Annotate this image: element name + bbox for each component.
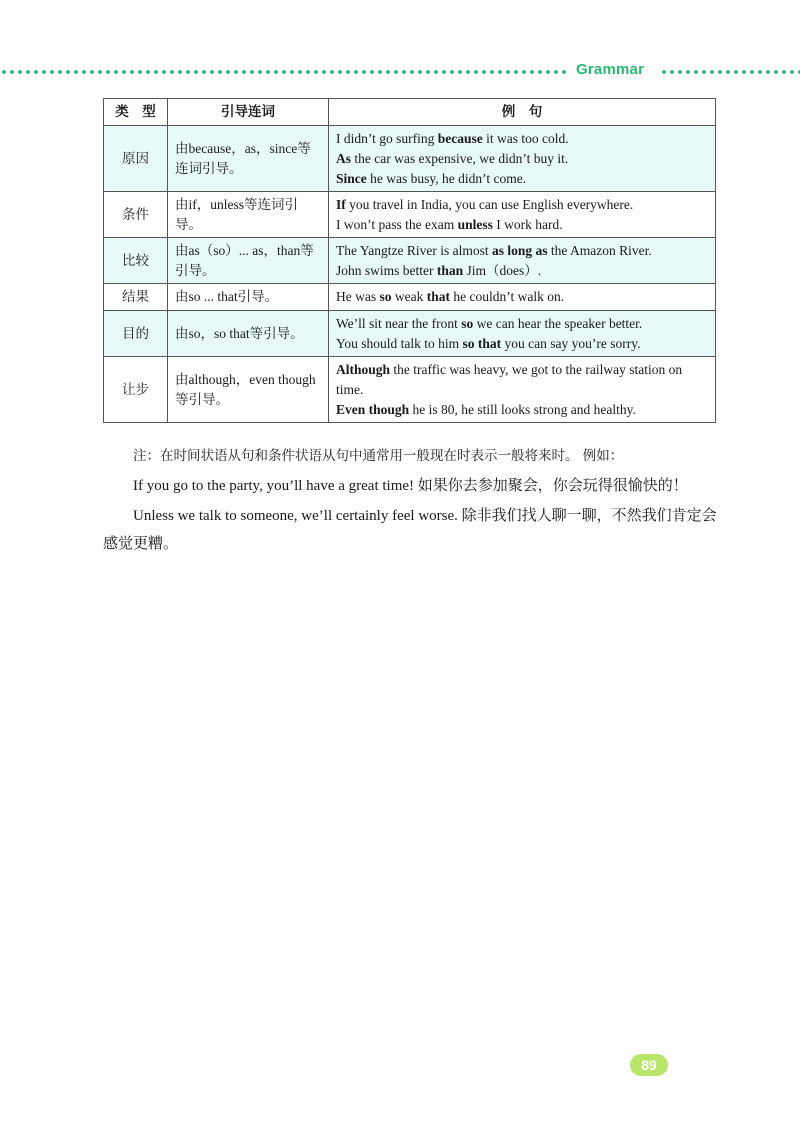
example-sentence	[336, 129, 708, 149]
keyword: Since	[336, 170, 367, 186]
section-title: Grammar	[576, 61, 645, 78]
keyword: unless	[457, 216, 493, 232]
table-row	[104, 238, 716, 284]
table-header-row	[104, 99, 716, 126]
example-sentence	[336, 314, 708, 334]
keyword: Even though	[336, 401, 410, 417]
example-sentence	[336, 215, 708, 235]
page-number: 89	[630, 1054, 668, 1076]
example-sentence	[336, 261, 708, 281]
clause-type: 条件	[104, 192, 168, 238]
table-row	[104, 284, 716, 311]
example-sentence-1: If you go to the party, you’ll have a great time! 如果你去参加聚会，你会玩得很愉快的！	[133, 478, 688, 494]
sentence-text: he couldn’t walk on.	[450, 289, 565, 304]
example-sentences	[329, 192, 716, 238]
sentence-text: You should talk to him	[336, 335, 463, 351]
clause-type: 原因	[104, 126, 168, 192]
example-sentence	[336, 287, 708, 307]
conjunction-description: 由so ... that引导。	[168, 284, 329, 311]
sentence-text: I won’t pass the exam	[336, 216, 458, 232]
keyword: because	[437, 130, 483, 146]
example-sentences	[329, 311, 716, 357]
sentence-text: you travel in India, you can use English everywhere.	[345, 196, 634, 212]
clause-type: 结果	[104, 284, 168, 311]
sentence-text: the traffic was heavy, we got to the railway station on time.	[336, 361, 683, 397]
sentence-text: John swims better	[336, 262, 437, 278]
sentence-text: The Yangtze River is almost	[336, 242, 492, 258]
note-line: 注：在时间状语从句和条件状语从句中通常用一般现在时表示一般将来时。 例如：	[133, 448, 624, 464]
keyword: so	[379, 289, 392, 304]
example-sentence	[336, 334, 708, 354]
sentence-text: Jim（does）.	[463, 262, 542, 278]
example-sentence-2: Unless we talk to someone, we’ll certainly feel worse. 除非我们找人聊一聊，不然我们肯定会感觉更糟。	[103, 508, 717, 552]
example-sentence	[336, 241, 708, 261]
example-sentence	[336, 195, 708, 215]
conjunction-description: 由as（so）... as，than等引导。	[168, 238, 329, 284]
sentence-text: he was busy, he didn’t come.	[366, 170, 527, 186]
clause-type: 目的	[104, 311, 168, 357]
sentence-text: it was too cold.	[482, 130, 569, 146]
keyword: so	[461, 315, 474, 331]
grammar-table	[103, 98, 716, 423]
table-row	[104, 357, 716, 423]
sentence-text: you can say you’re sorry.	[501, 335, 641, 351]
conjunction-description: 由because，as，since等连词引导。	[168, 126, 329, 192]
header-dotted-rule-right	[660, 70, 800, 74]
keyword: Although	[336, 361, 391, 377]
sentence-text: the car was expensive, we didn’t buy it.	[351, 150, 569, 166]
example-sentences	[329, 284, 716, 311]
sentence-text: I work hard.	[492, 216, 563, 232]
conjunction-description: 由if，unless等连词引导。	[168, 192, 329, 238]
example-sentences	[329, 357, 716, 423]
table-row	[104, 192, 716, 238]
header-conjunction: 引导连词	[168, 99, 329, 126]
table-row	[104, 126, 716, 192]
keyword: as long as	[491, 242, 548, 258]
keyword: than	[436, 262, 464, 278]
keyword: As	[336, 150, 352, 166]
example-sentence	[336, 360, 708, 400]
clause-type: 比较	[104, 238, 168, 284]
example-sentence	[336, 149, 708, 169]
clause-type: 让步	[104, 357, 168, 423]
example-sentences	[329, 126, 716, 192]
sentence-text: weak	[391, 289, 427, 304]
example-sentence	[336, 400, 708, 420]
header-dotted-rule	[0, 70, 570, 74]
header-type: 类 型	[104, 99, 168, 126]
header-example: 例 句	[329, 99, 716, 126]
keyword: If	[336, 196, 346, 212]
example-sentence	[336, 169, 708, 189]
sentence-text: We’ll sit near the front	[336, 315, 462, 331]
keyword: that	[426, 289, 450, 304]
sentence-text: I didn’t go surfing	[336, 130, 438, 146]
example-sentences	[329, 238, 716, 284]
sentence-text: the Amazon River.	[547, 242, 652, 258]
sentence-text: he is 80, he still looks strong and healthy.	[409, 401, 636, 417]
sentence-text: He was	[336, 289, 380, 304]
keyword: so that	[462, 335, 502, 351]
table-row	[104, 311, 716, 357]
sentence-text: we can hear the speaker better.	[473, 315, 643, 331]
conjunction-description: 由so，so that等引导。	[168, 311, 329, 357]
conjunction-description: 由although，even though等引导。	[168, 357, 329, 423]
